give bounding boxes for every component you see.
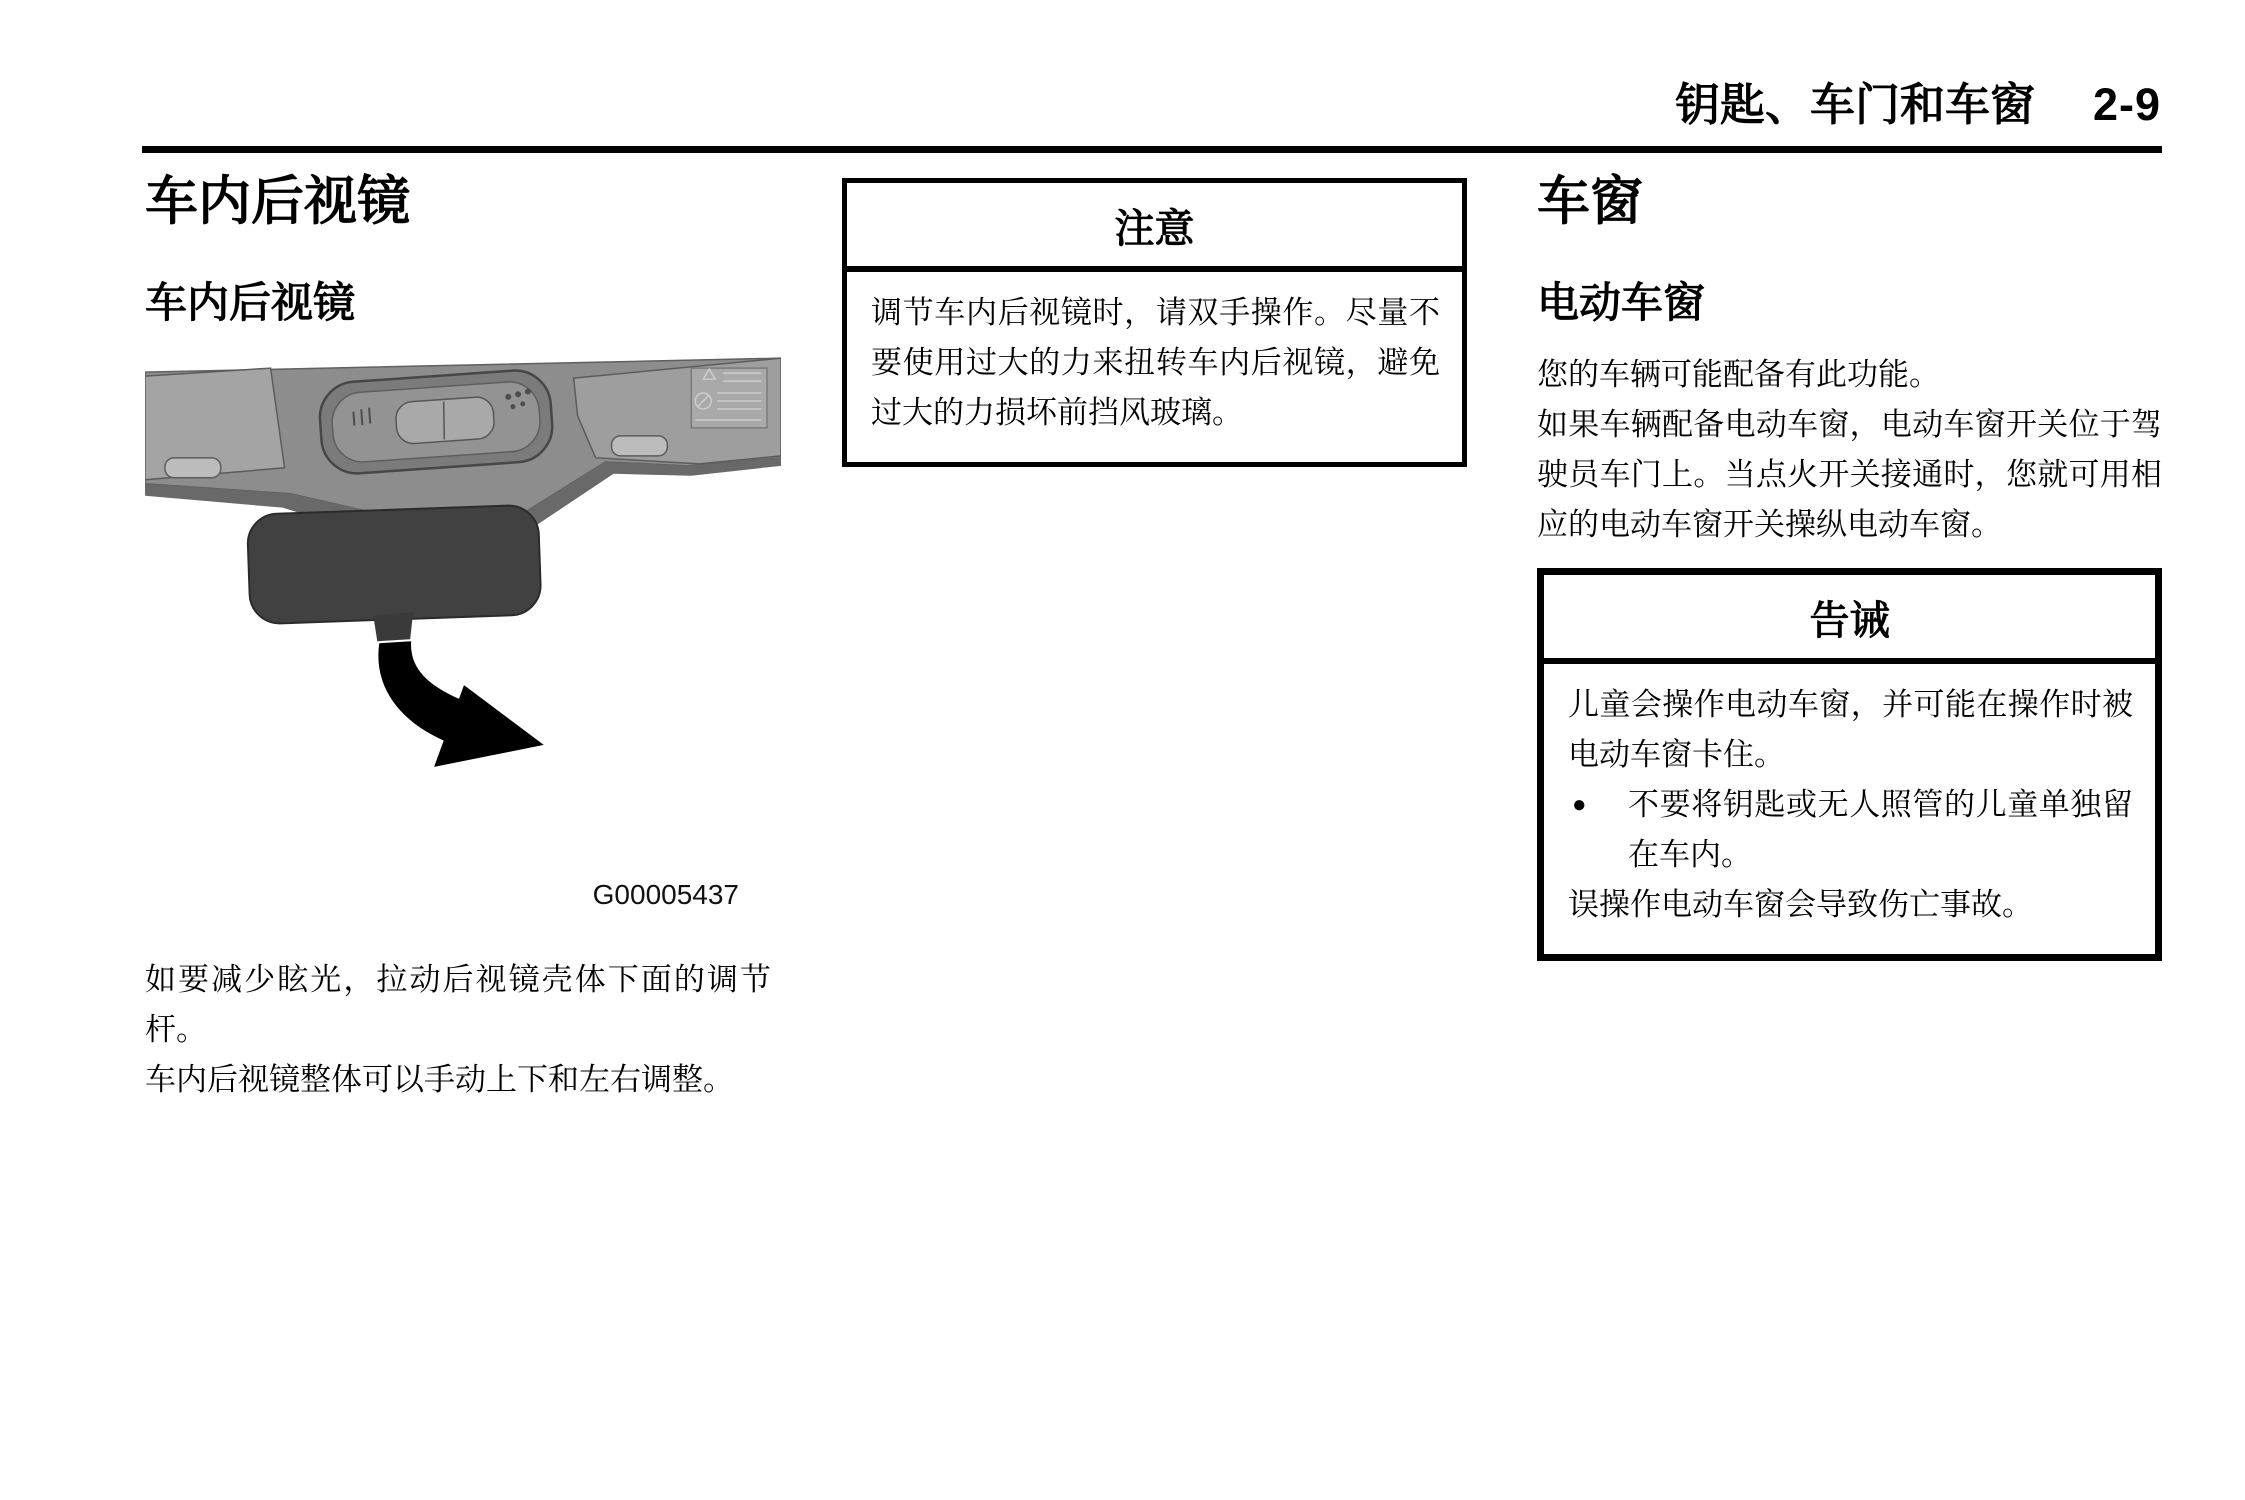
subsection-heading-interior-mirror: 车内后视镜	[145, 279, 356, 327]
page-header	[1675, 68, 2161, 133]
warning-box	[1537, 568, 2162, 961]
bullet-icon: ●	[1572, 790, 1587, 818]
paragraph-feature-availability: 您的车辆可能配备有此功能。	[1537, 356, 1940, 392]
warning-outro: 误操作电动车窗会导致伤亡事故。	[1568, 886, 2033, 922]
header-section-title: 钥匙、车门和车窗	[1674, 79, 2035, 130]
right-column	[1537, 172, 2162, 961]
left-visor-clip	[165, 457, 221, 477]
interior-mirror-figure	[145, 356, 781, 911]
header-rule	[142, 146, 2162, 153]
figure-caption: G00005437	[592, 878, 739, 910]
paragraph-manual-adjust: 车内后视镜整体可以手动上下和左右调整。	[145, 1061, 734, 1097]
visor-warning-label-icon	[691, 368, 767, 428]
paragraph-antiglare: 如要减少眩光，拉动后视镜壳体下面的调节杆。	[145, 961, 771, 1047]
paragraph-power-window-switch: 如果车辆配备电动车窗，电动车窗开关位于驾驶员车门上。当点火开关接通时，您就可用相应的电动车窗开关操纵电动车窗。	[1537, 406, 2162, 542]
subsection-heading-power-windows: 电动车窗	[1537, 279, 1706, 327]
mirror-adjust-lever	[373, 612, 413, 641]
left-column	[145, 172, 781, 1105]
right-visor-clip	[612, 436, 668, 456]
notice-box-body: 调节车内后视镜时，请双手操作。尽量不要使用过大的力来扭转车内后视镜，避免过大的力损坏前挡风玻璃。	[871, 295, 1440, 430]
header-page-number: 2-9	[2092, 79, 2161, 130]
section-heading-interior-mirror: 车内后视镜	[145, 172, 410, 231]
notice-box-title: 注意	[847, 183, 1462, 272]
overhead-console	[318, 368, 555, 476]
warning-bullet-item	[1568, 780, 2133, 880]
warning-intro: 儿童会操作电动车窗，并可能在操作时被电动车窗卡住。	[1568, 686, 2133, 772]
notice-box	[842, 178, 1467, 467]
warning-bullet-text: 不要将钥匙或无人照管的儿童单独留在车内。	[1628, 786, 2133, 872]
section-heading-windows: 车窗	[1537, 172, 1643, 231]
warning-box-title: 告诫	[1544, 575, 2155, 664]
rearview-mirror	[247, 504, 542, 641]
interior-mirror-illustration	[145, 356, 781, 775]
adjust-direction-arrow-icon	[378, 641, 543, 767]
